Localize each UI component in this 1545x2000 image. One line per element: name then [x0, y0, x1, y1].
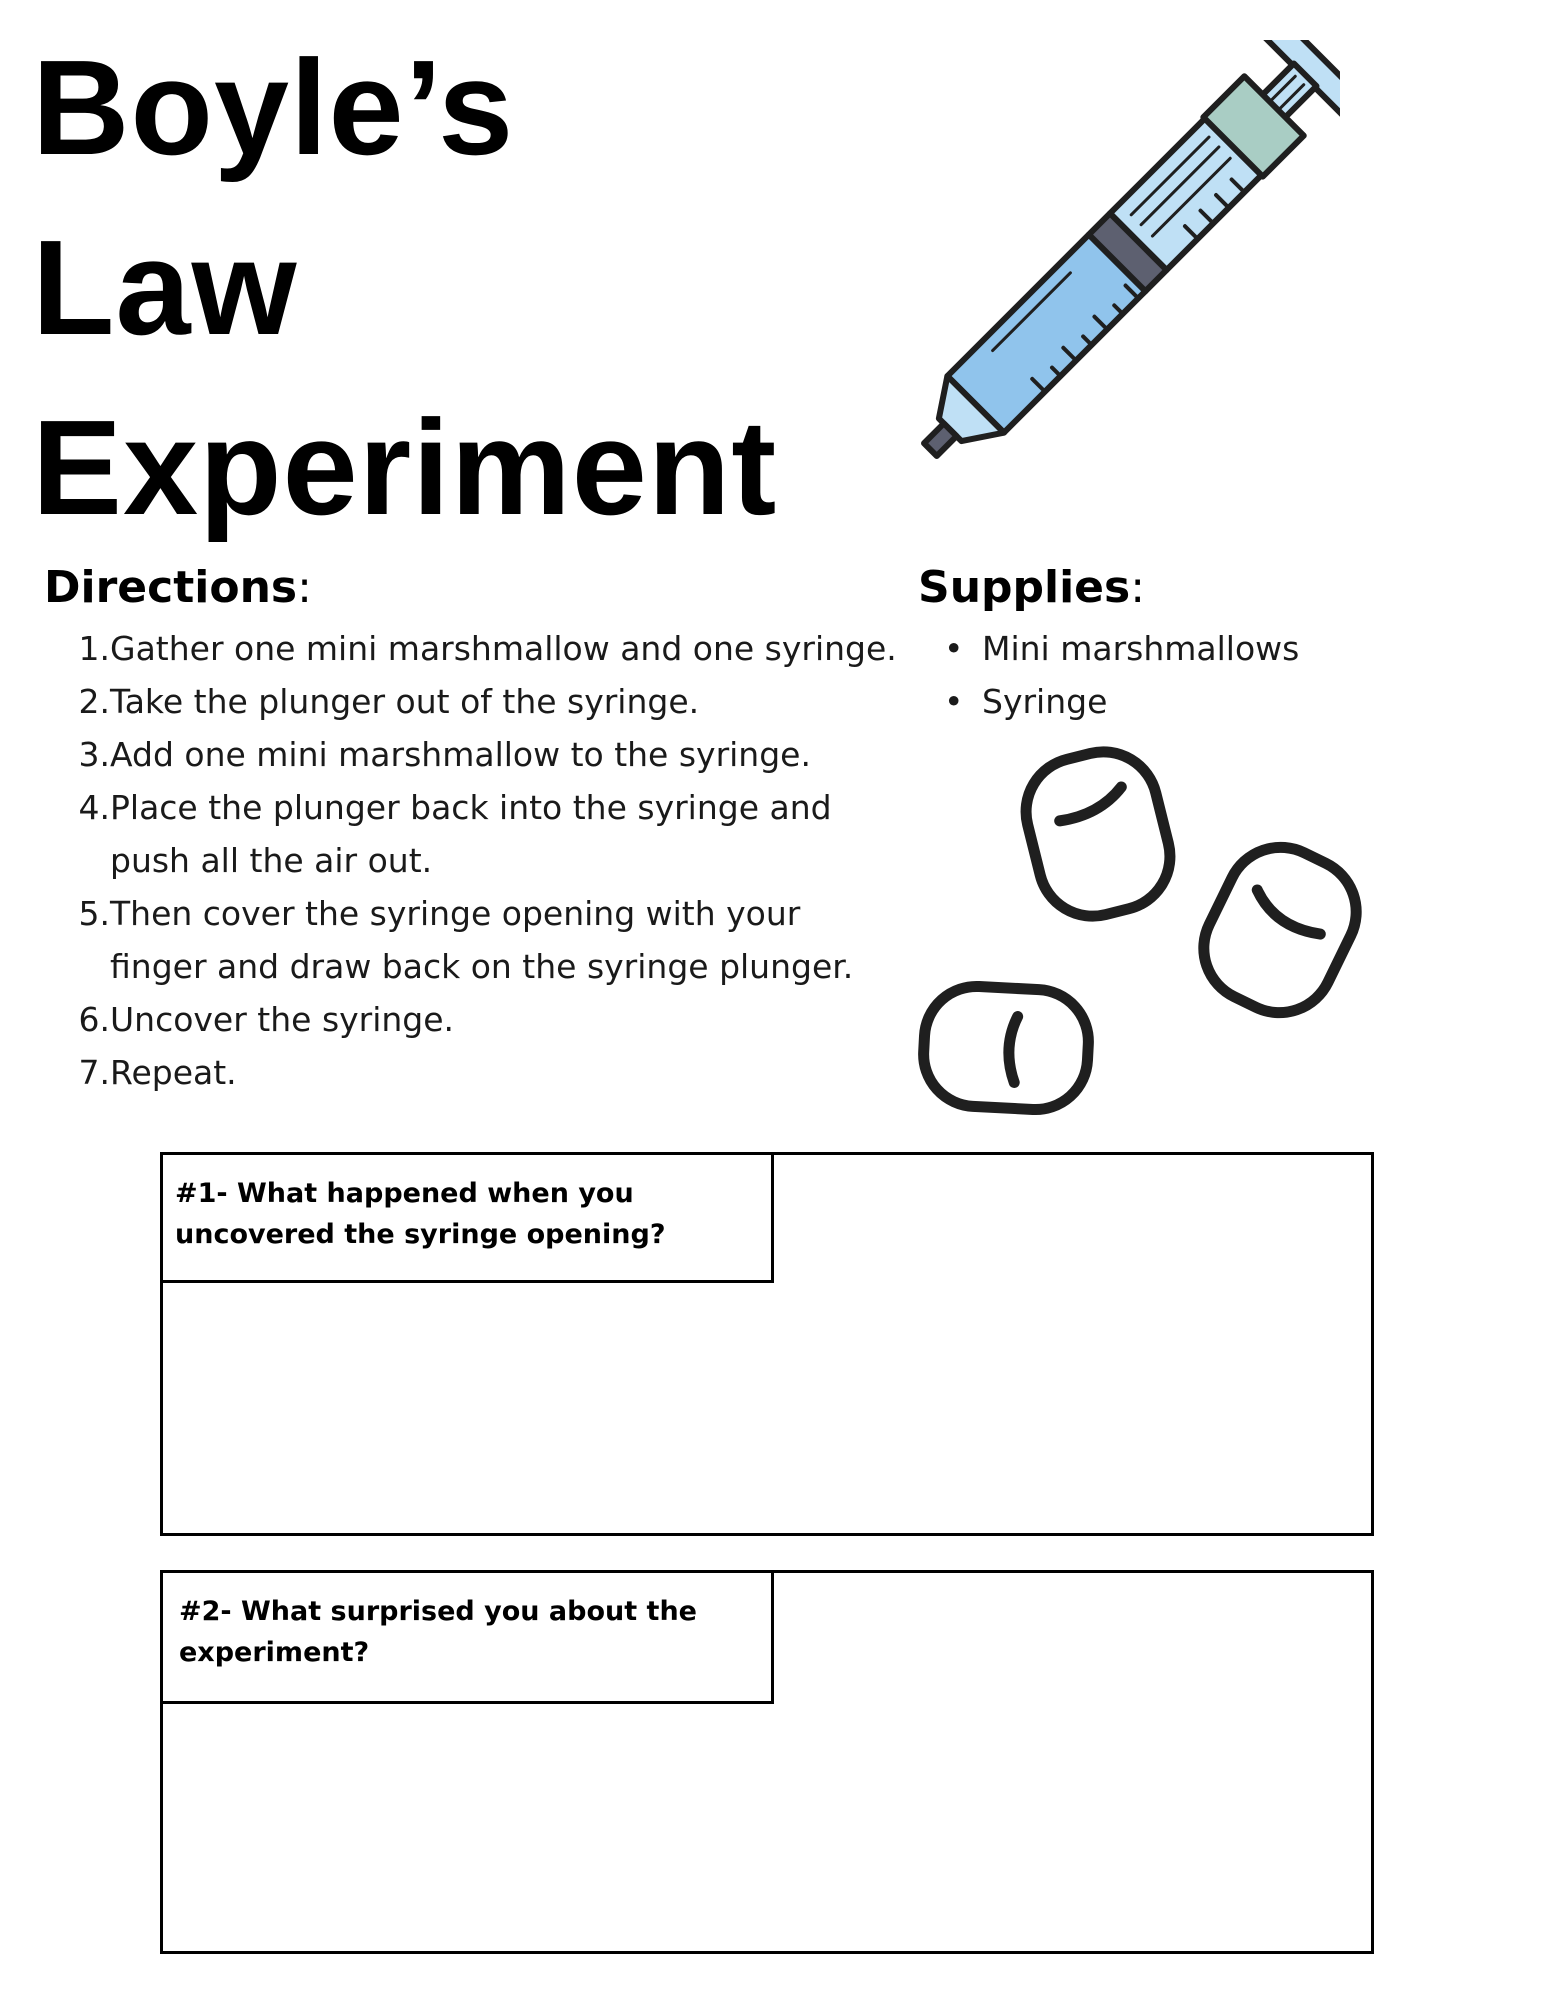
direction-step: 5. Then cover the syringe opening with your finger and draw back on the syringe plunger. — [78, 894, 854, 986]
direction-step: 3. Add one mini marshmallow to the syringe. — [78, 735, 811, 774]
directions-list — [64, 622, 904, 1099]
page-title — [32, 18, 777, 558]
supplies-heading: Supplies: — [918, 562, 1146, 613]
supply-item: • Syringe — [944, 682, 1108, 721]
direction-step: 2. Take the plunger out of the syringe. — [78, 682, 700, 721]
title-line-2: Law — [32, 212, 298, 363]
direction-step: 1. Gather one mini marshmallow and one syringe. — [78, 629, 897, 668]
question-2-answer-area[interactable] — [163, 1704, 1371, 1951]
marshmallows-icon — [900, 730, 1380, 1130]
supplies-list — [944, 622, 1364, 728]
supply-item: • Mini marshmallows — [944, 629, 1300, 668]
question-2-box — [160, 1570, 1374, 1954]
question-1-label: #1- What happened when you uncovered the syringe opening? — [160, 1152, 774, 1283]
question-1-box — [160, 1152, 1374, 1536]
title-line-3: Experiment — [32, 392, 778, 543]
direction-step: 4. Place the plunger back into the syringe and push all the air out. — [78, 788, 832, 880]
syringe-icon — [880, 40, 1340, 500]
directions-heading: Directions: — [44, 562, 312, 613]
title-line-1: Boyle’s — [32, 32, 515, 183]
question-2-label: #2- What surprised you about the experiment? — [160, 1570, 774, 1704]
question-1-answer-area[interactable] — [163, 1283, 1371, 1533]
direction-step: 6. Uncover the syringe. — [78, 1000, 455, 1039]
direction-step: 7. Repeat. — [78, 1053, 237, 1092]
